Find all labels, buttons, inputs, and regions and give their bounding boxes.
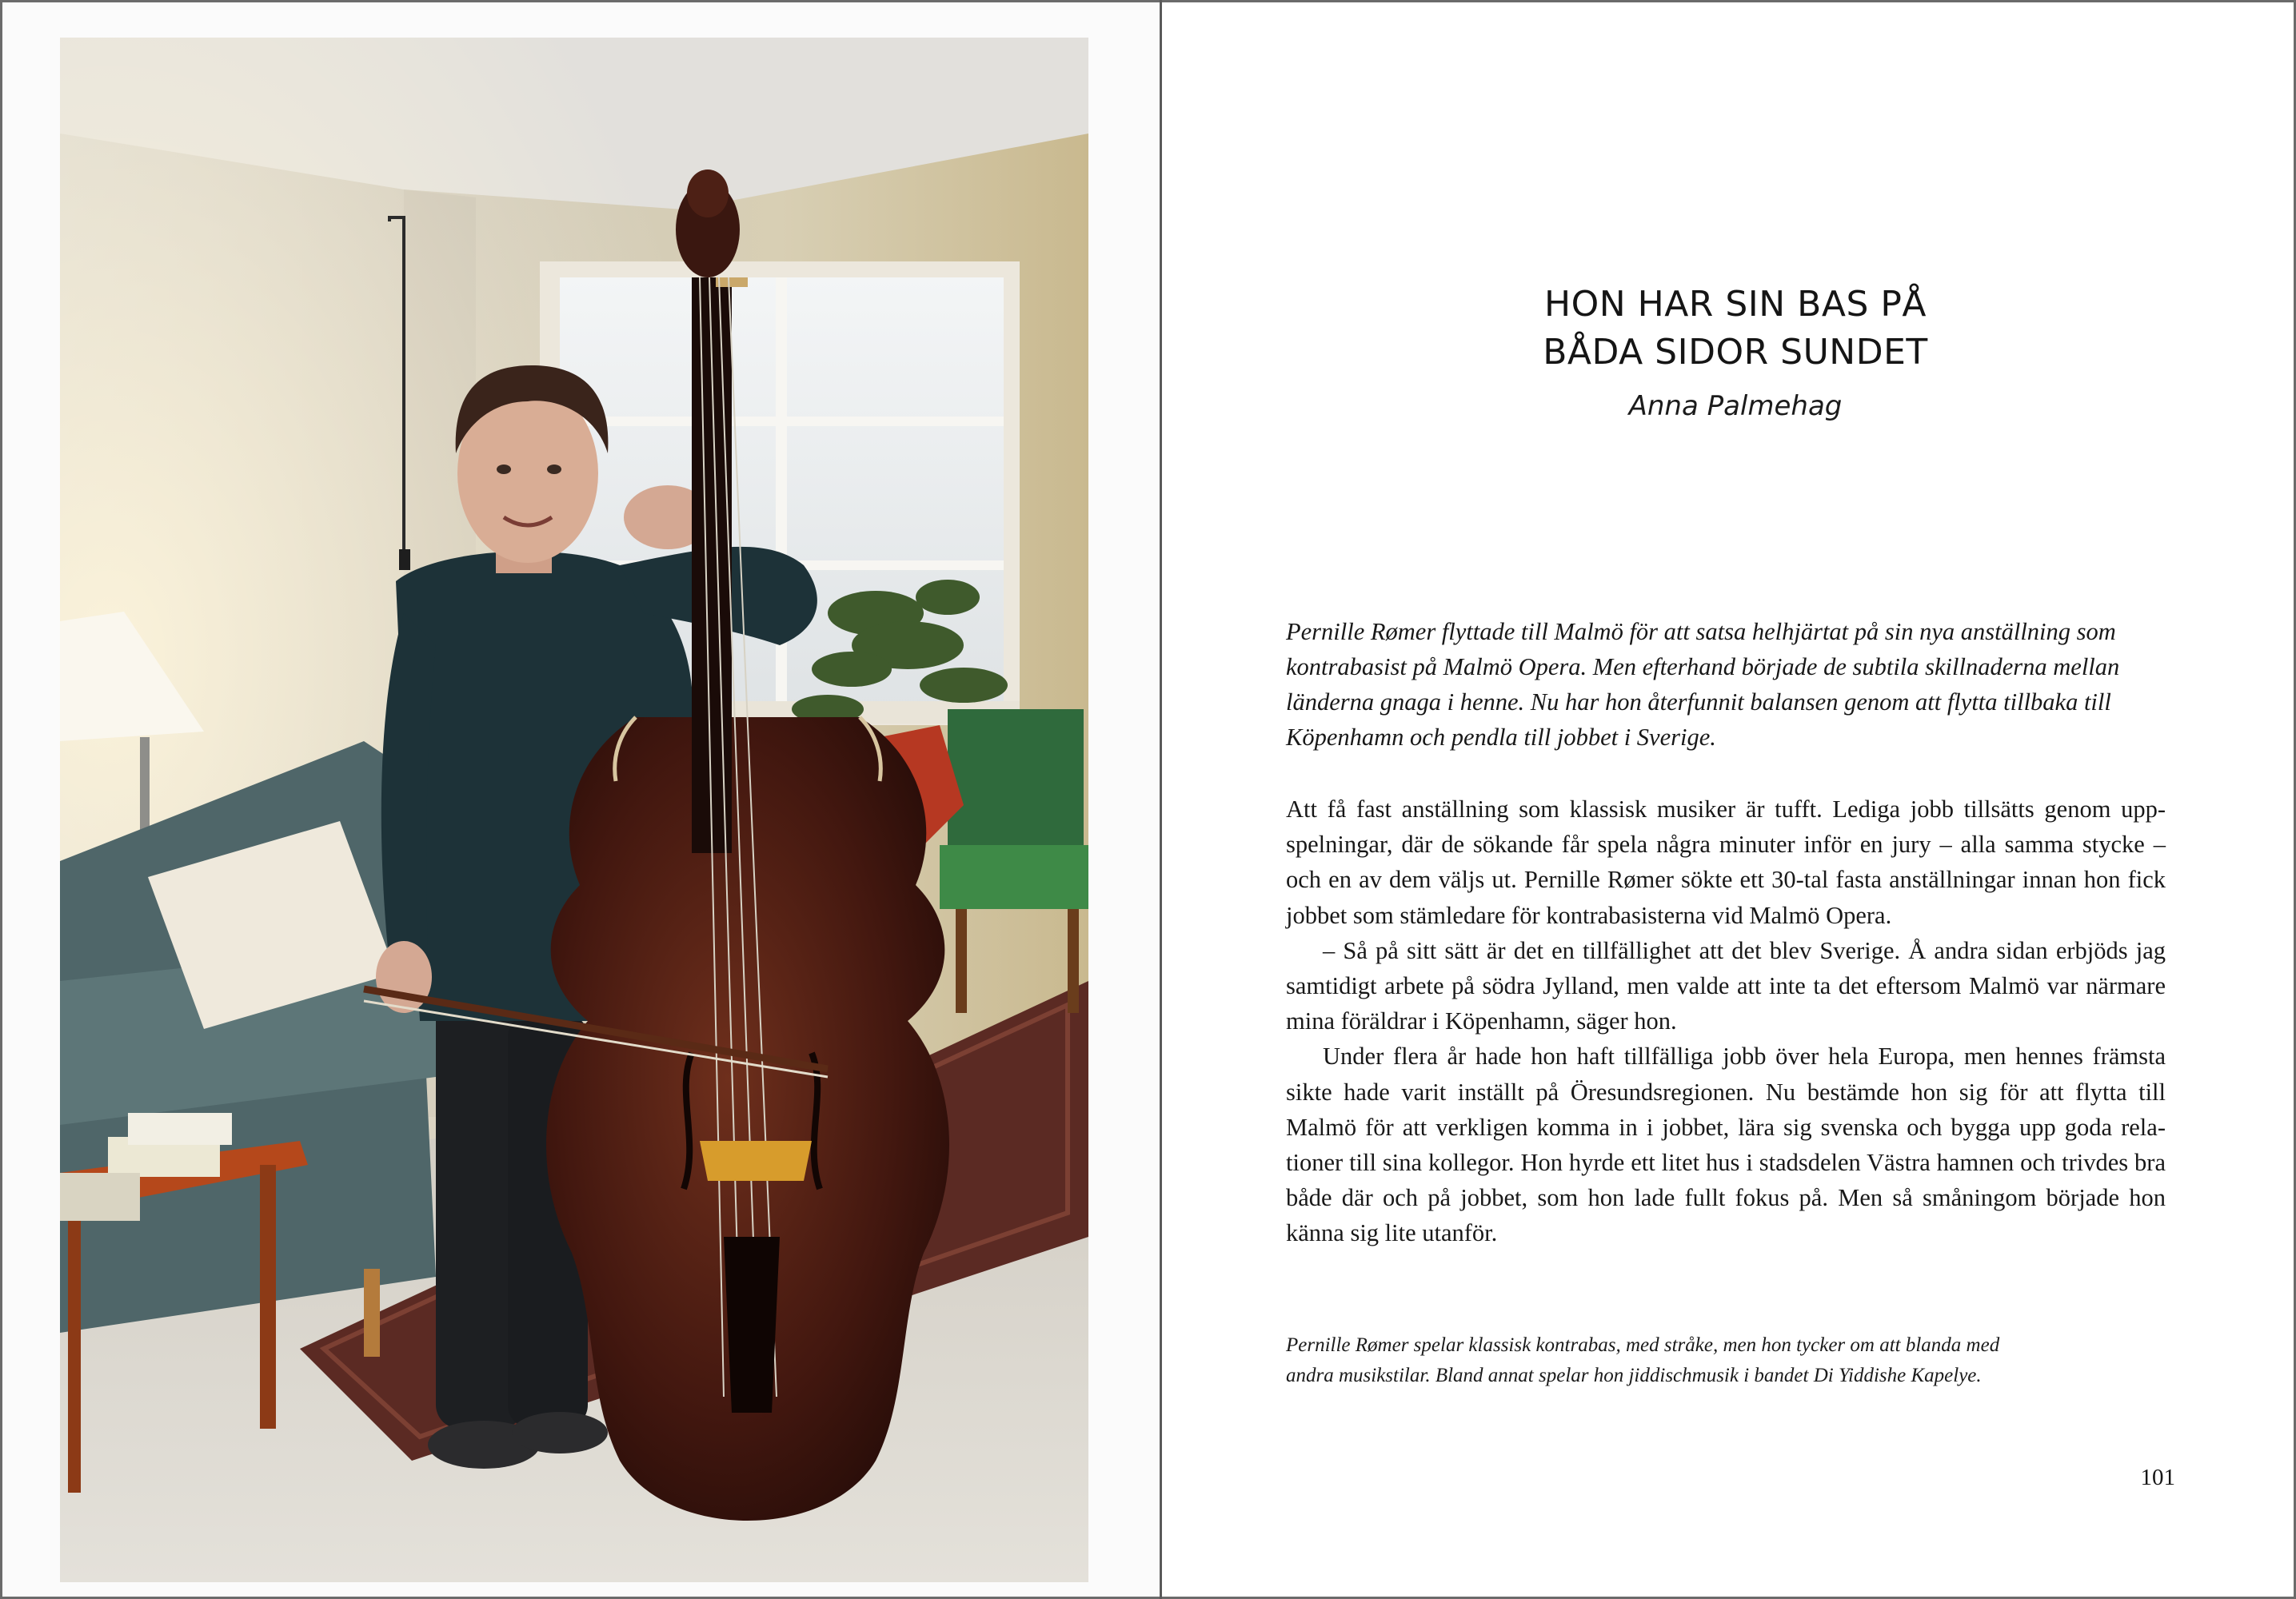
body-text xyxy=(1286,792,2166,1251)
body-paragraph-3: Under flera år hade hon haft tillfälliga jobb över hela Europa, men hennes främsta sikte hade varit inställt på Öresundsregionen. Nu bestämde hon sig för att flytta till Malmö för att verkligen komma in i jobbet, lära sig svenska och bygga upp goda relationer till sina kollegor. Hon hyrde ett litet hus i stadsdelen Västra hamnen och trivdes bra både där och på jobbet, som hon lade fullt fokus på. Men så småningom började hon känna sig lite utanför. xyxy=(1286,1043,2166,1247)
title-line-2: BÅDA SIDOR SUNDET xyxy=(1543,332,1928,373)
ingress-paragraph xyxy=(1286,614,2166,755)
caption-text: Pernille Rømer spelar klassisk kontrabas, med stråke, men hon tycker om att blanda med andra musikstilar. Bland annat spelar hon jiddischmusik i bandet Di Yiddishe Kapelye. xyxy=(1286,1334,2000,1386)
title-line-1: HON HAR SIN BAS PÅ xyxy=(1543,284,1927,325)
photo-caption xyxy=(1286,1330,2006,1391)
author-byline: Anna Palmehag xyxy=(1628,390,1843,422)
photo-illustration xyxy=(60,38,1088,1582)
body-paragraph-2: – Så på sitt sätt är det en tillfällighet att det blev Sverige. Å andra sidan erbjöds jag samtidigt arbete på södra Jylland, men valde att inte ta det eftersom Malmö var närmare mina föräldrar i Köpenhamn, säger hon. xyxy=(1286,936,2166,1035)
ingress-text: Pernille Rømer flyttade till Malmö för att satsa helhjärtat på sin nya anställning som kontrabasist på Malmö Opera. Men efterhand började de subtila skillnaderna mellan länderna gnaga i henne. Nu har hon återfunnit balansen genom att flytta tillbaka till Köpenhamn och pendla till jobbet i Sverige. xyxy=(1286,618,2120,751)
page-number: 101 xyxy=(2140,1465,2175,1490)
body-paragraph-1: Att få fast anställning som klassisk musiker är tufft. Lediga jobb tillsätts genom uppspelningar, där de sökande får spela några minuter inför en jury – alla samma stycke – och en av dem väljs ut. Pernille Rømer sökte ett 30-tal fasta anställningar innan hon fick jobbet som stämledare för kontrabasisterna vid Malmö Opera. xyxy=(1286,796,2166,929)
article-title xyxy=(1216,281,2255,377)
photograph xyxy=(60,38,1088,1582)
